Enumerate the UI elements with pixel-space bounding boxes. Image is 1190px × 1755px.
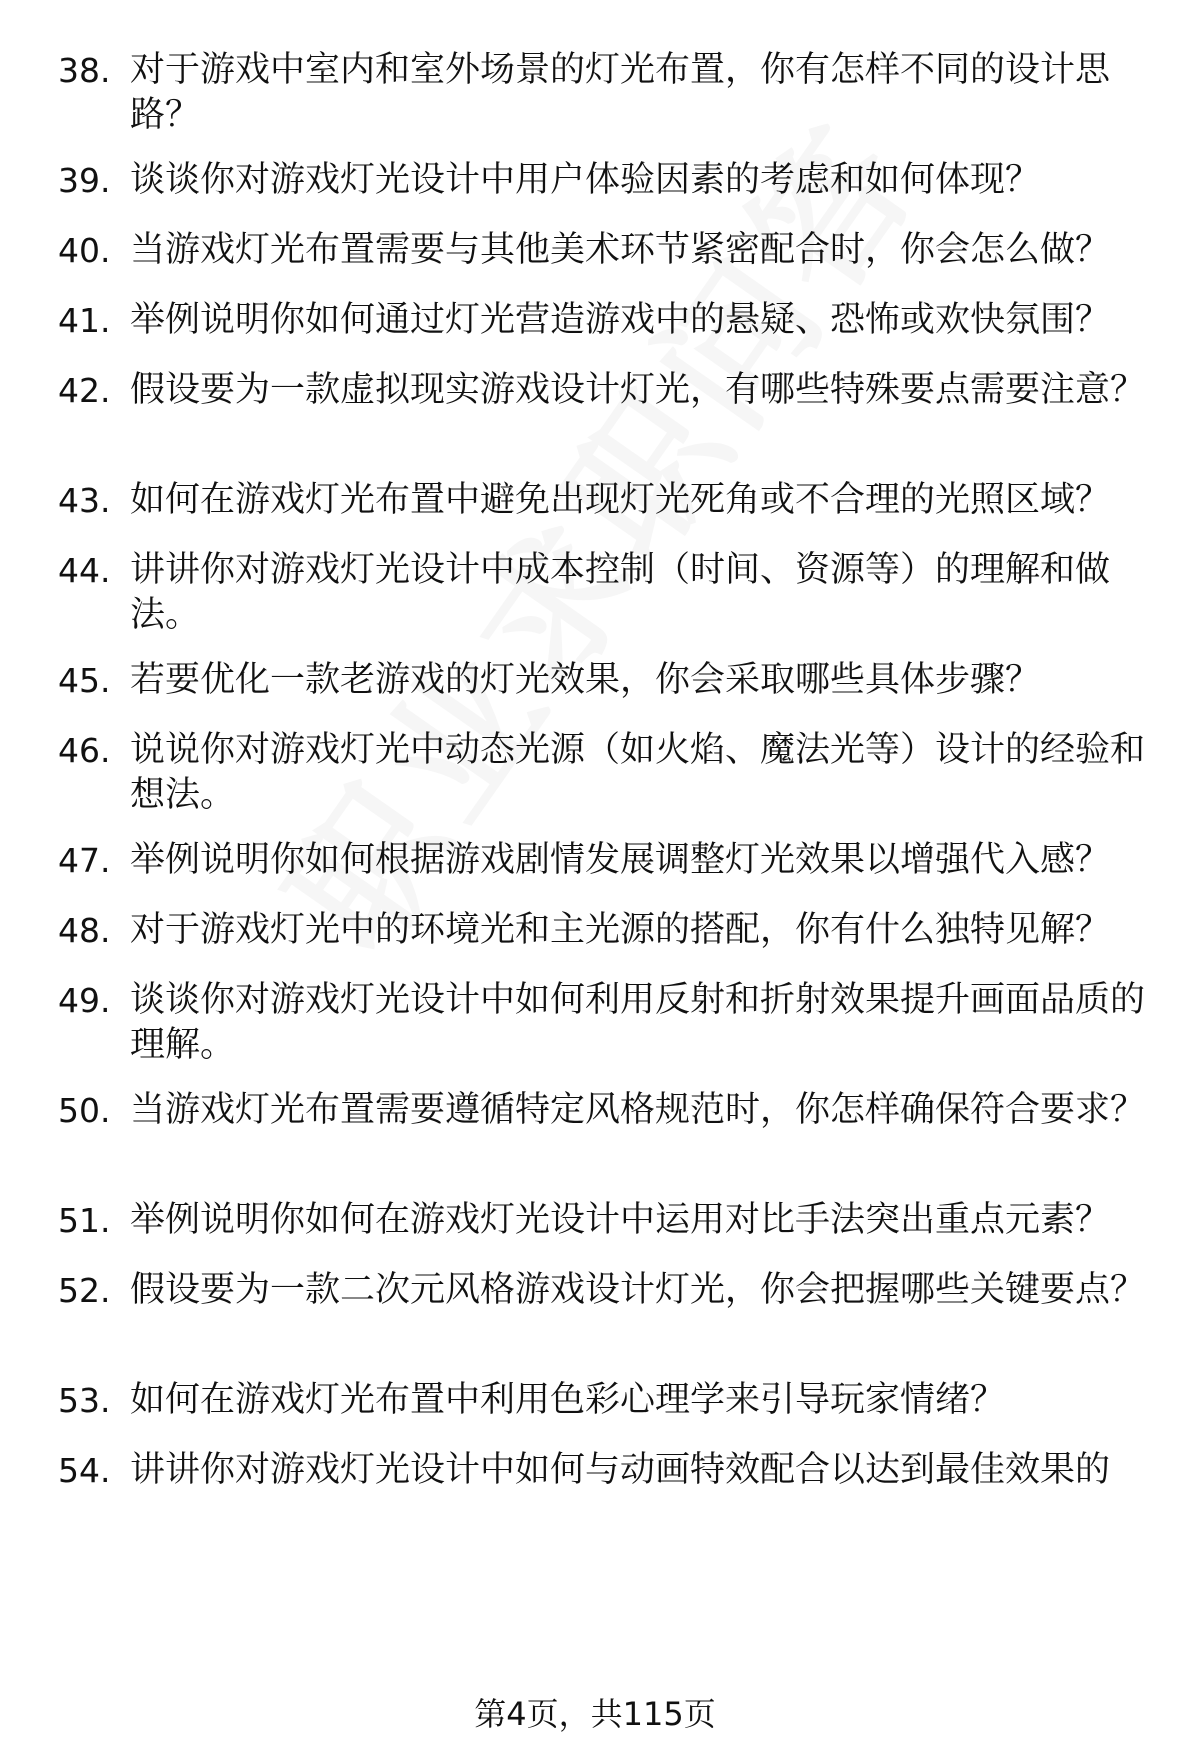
- question-number: 49.: [58, 981, 111, 1020]
- question-number: 51.: [58, 1201, 111, 1240]
- question-text: 讲讲你对游戏灯光设计中成本控制（时间、资源等）的理解和做法。: [130, 550, 1111, 635]
- question-text: 若要优化一款老游戏的灯光效果，你会采取哪些具体步骤？: [130, 660, 1041, 700]
- question-number: 44.: [58, 551, 111, 590]
- question-text: 举例说明你如何根据游戏剧情发展调整灯光效果以增强代入感？: [130, 840, 1111, 880]
- question-number: 45.: [58, 661, 111, 700]
- question-text: 如何在游戏灯光布置中利用色彩心理学来引导玩家情绪？: [130, 1380, 1006, 1420]
- question-text: 对于游戏中室内和室外场景的灯光布置，你有怎样不同的设计思路？: [130, 50, 1111, 135]
- question-number: 43.: [58, 481, 111, 520]
- page-footer: 第4页，共115页: [474, 1695, 716, 1733]
- question-number: 39.: [58, 161, 111, 200]
- question-number: 54.: [58, 1451, 111, 1490]
- question-number: 42.: [58, 371, 111, 410]
- question-text: 谈谈你对游戏灯光设计中如何利用反射和折射效果提升画面品质的理解。: [130, 980, 1146, 1065]
- question-number: 53.: [58, 1381, 111, 1420]
- question-text: 假设要为一款二次元风格游戏设计灯光，你会把握哪些关键要点？: [130, 1270, 1146, 1310]
- question-number: 52.: [58, 1271, 111, 1310]
- question-text: 举例说明你如何在游戏灯光设计中运用对比手法突出重点元素？: [130, 1200, 1111, 1240]
- question-text: 讲讲你对游戏灯光设计中如何与动画特效配合以达到最佳效果的: [130, 1450, 1111, 1490]
- question-text: 当游戏灯光布置需要遵循特定风格规范时，你怎样确保符合要求？: [130, 1090, 1146, 1130]
- question-text: 举例说明你如何通过灯光营造游戏中的悬疑、恐怖或欢快氛围？: [130, 300, 1111, 340]
- question-text: 谈谈你对游戏灯光设计中用户体验因素的考虑和如何体现？: [130, 160, 1041, 200]
- question-text: 对于游戏灯光中的环境光和主光源的搭配，你有什么独特见解？: [130, 910, 1111, 950]
- question-text: 假设要为一款虚拟现实游戏设计灯光，有哪些特殊要点需要注意？: [130, 370, 1146, 410]
- question-number: 46.: [58, 731, 111, 770]
- question-number: 50.: [58, 1091, 111, 1130]
- question-text: 当游戏灯光布置需要与其他美术环节紧密配合时，你会怎么做？: [130, 230, 1111, 270]
- question-number: 40.: [58, 231, 111, 270]
- question-text: 说说你对游戏灯光中动态光源（如火焰、魔法光等）设计的经验和想法。: [130, 730, 1146, 815]
- question-number: 48.: [58, 911, 111, 950]
- question-number: 47.: [58, 841, 111, 880]
- question-number: 38.: [58, 51, 111, 90]
- question-text: 如何在游戏灯光布置中避免出现灯光死角或不合理的光照区域？: [130, 480, 1111, 520]
- question-number: 41.: [58, 301, 111, 340]
